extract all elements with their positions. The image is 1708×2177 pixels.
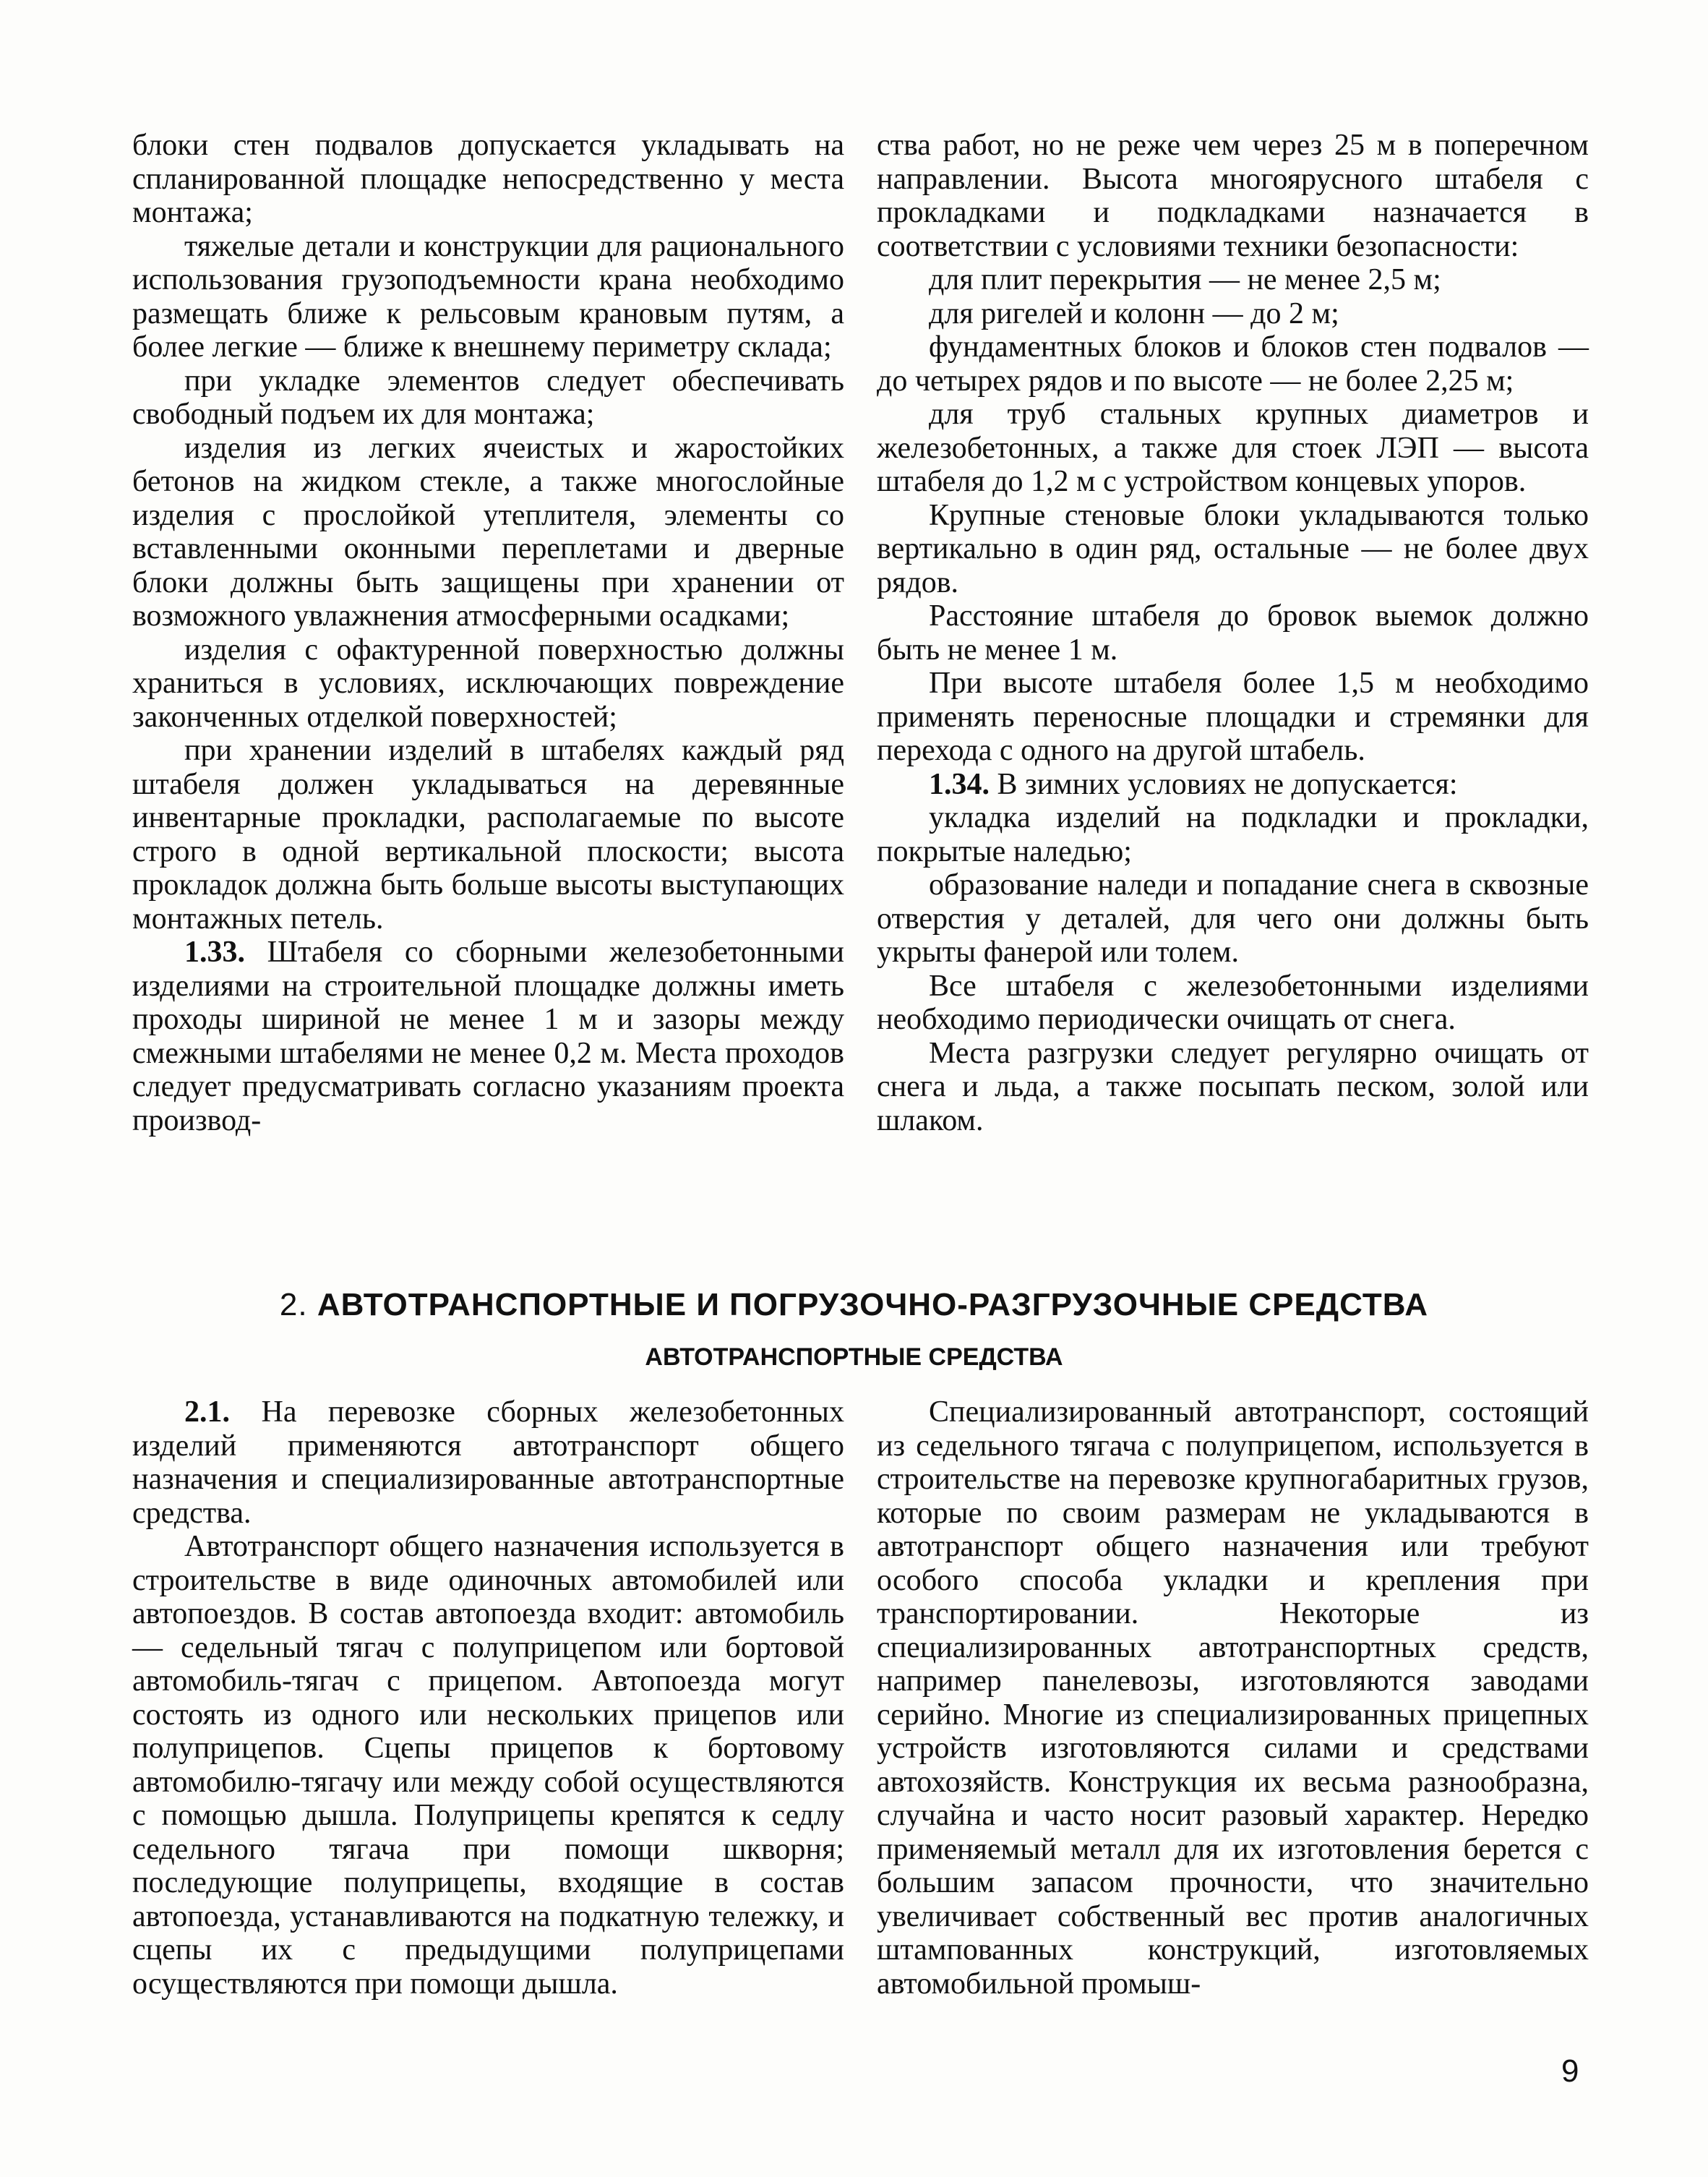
clause-text: Штабеля со сборными железобетонными изделиями на строительной площадке должны иметь проходы шириной не менее 1 м и зазоры между смежными штабелями не менее 0,2 м. Места проходов следует предусматривать согласно указаниям проекта производ- [132,936,845,1137]
column-bottom-left [132,1395,844,2001]
paragraph: для ригелей и колонн — до 2 м; [929,296,1339,330]
paragraph: изделия с офактуренной поверхностью должны храниться в условиях, исключающих повреждение законченных отделкой поверхностей; [132,633,844,734]
clause-number: 2.1. [184,1395,230,1429]
paragraph: при хранении изделий в штабелях каждый ряд штабеля должен укладываться на деревянные инвентарные прокладки, располагаемые по высоте строго в одной вертикальной плоскости; высота прокладок должна быть больше высоты выступающих монтажных петель. [132,734,844,936]
paragraph: ства работ, но не реже чем через 25 м в поперечном направлении. Высота многоярусного штабеля с прокладками и подкладками назначается в соответствии с условиями техники безопасности: [877,129,1589,263]
column-bottom-right [877,1395,1589,2001]
clause-1-34 [877,768,1589,802]
clause-1-33 [132,936,844,1137]
section-heading [0,1287,1708,1323]
paragraph: для плит перекрытия — не менее 2,5 м; [929,263,1441,296]
clause-number: 1.34. [929,767,990,801]
paragraph: укладка изделий на подкладки и прокладки, покрытые наледью; [877,801,1589,868]
paragraph: Автотранспорт общего назначения используется в строительстве в виде одиночных автомобилей или автопоездов. В состав автопоезда входит: автомобиль — седельный тягач с полуприцепом или бортовой автомобиль-тягач с прицепом. Автопоезда могут состоять из одного или нескольких прицепов или полуприцепов. Сцепы прицепов к бортовому автомобилю-тягачу или между собой осуществляются с помощью дышла. Полуприцепы крепятся к седлу седельного тягача при помощи шкворня; последующие полуприцепы, входящие в состав автопоезда, устанавливаются на подкатную тележку, и сцепы их с предыдущими полуприцепами осуществляются при помощи дышла. [132,1530,844,2001]
subsection-heading: АВТОТРАНСПОРТНЫЕ СРЕДСТВА [645,1343,1063,1371]
paragraph: Крупные стеновые блоки укладываются только вертикально в один ряд, остальные — не более двух рядов. [877,498,1589,599]
column-top-right [877,129,1589,1137]
paragraph: Расстояние штабеля до бровок выемок должно быть не менее 1 м. [877,599,1589,667]
column-top-left [132,129,844,1137]
clause-2-1 [132,1395,844,1530]
paragraph: Специализированный автотранспорт, состоящий из седельного тягача с полуприцепом, используется в строительстве на перевозке крупногабаритных грузов, которые по своим размерам не укладываются в автотранспорт общего назначения или требуют особого способа укладки и крепления при транспортировании. Некоторые из специализированных автотранспортных средств, например панелевозы, изготовляются заводами серийно. Многие из специализированных прицепных устройств изготовляются силами и средствами автохозяйств. Конструкция их весьма разнообразна, случайна и часто носит разовый характер. Нередко применяемый металл для их изготовления берется с большим запасом прочности, что значительно увеличивает собственный вес против аналогичных штампованных конструкций, изготовляемых автомобильной промыш- [877,1395,1589,2001]
section-title: АВТОТРАНСПОРТНЫЕ И ПОГРУЗОЧНО-РАЗГРУЗОЧНЫЕ СРЕДСТВА [317,1287,1429,1322]
clause-number: 1.33. [184,936,245,969]
paragraph: фундаментных блоков и блоков стен подвалов — до четырех рядов и по высоте — не более 2,25 м; [877,330,1589,398]
section-number: 2. [279,1287,308,1322]
paragraph: блоки стен подвалов допускается укладывать на спланированной площадке непосредственно у места монтажа; [132,129,844,229]
paragraph: Места разгрузки следует регулярно очищать от снега и льда, а также посыпать песком, золой или шлаком. [877,1036,1589,1137]
clause-text: На перевозке сборных железобетонных изделий применяются автотранспорт общего назначения и специализированные автотранспортные средства. [132,1395,844,1530]
paragraph: для труб стальных крупных диаметров и железобетонных, а также для стоек ЛЭП — высота штабеля до 1,2 м с устройством концевых упоров. [877,398,1589,498]
clause-text: В зимних условиях не допускается: [997,767,1458,801]
paragraph: изделия из легких ячеистых и жаростойких бетонов на жидком стекле, а также многослойные изделия с прослойкой утеплителя, элементы со вставленными оконными переплетами и дверные блоки должны быть защищены при хранении от возможного увлажнения атмосферными осадками; [132,431,844,633]
paragraph: Все штабеля с железобетонными изделиями необходимо периодически очищать от снега. [877,969,1589,1036]
paragraph: образование наледи и попадание снега в сквозные отверстия у деталей, для чего они должны быть укрыты фанерой или толем. [877,868,1589,969]
paragraph: тяжелые детали и конструкции для рационального использования грузоподъемности крана необходимо размещать ближе к рельсовым крановым путям, а более легкие — ближе к внешнему периметру склада; [132,229,844,364]
paragraph: При высоте штабеля более 1,5 м необходимо применять переносные площадки и стремянки для перехода с одного на другой штабель. [877,667,1589,767]
page-number: 9 [1561,2053,1579,2089]
paragraph: при укладке элементов следует обеспечивать свободный подъем их для монтажа; [132,364,844,431]
